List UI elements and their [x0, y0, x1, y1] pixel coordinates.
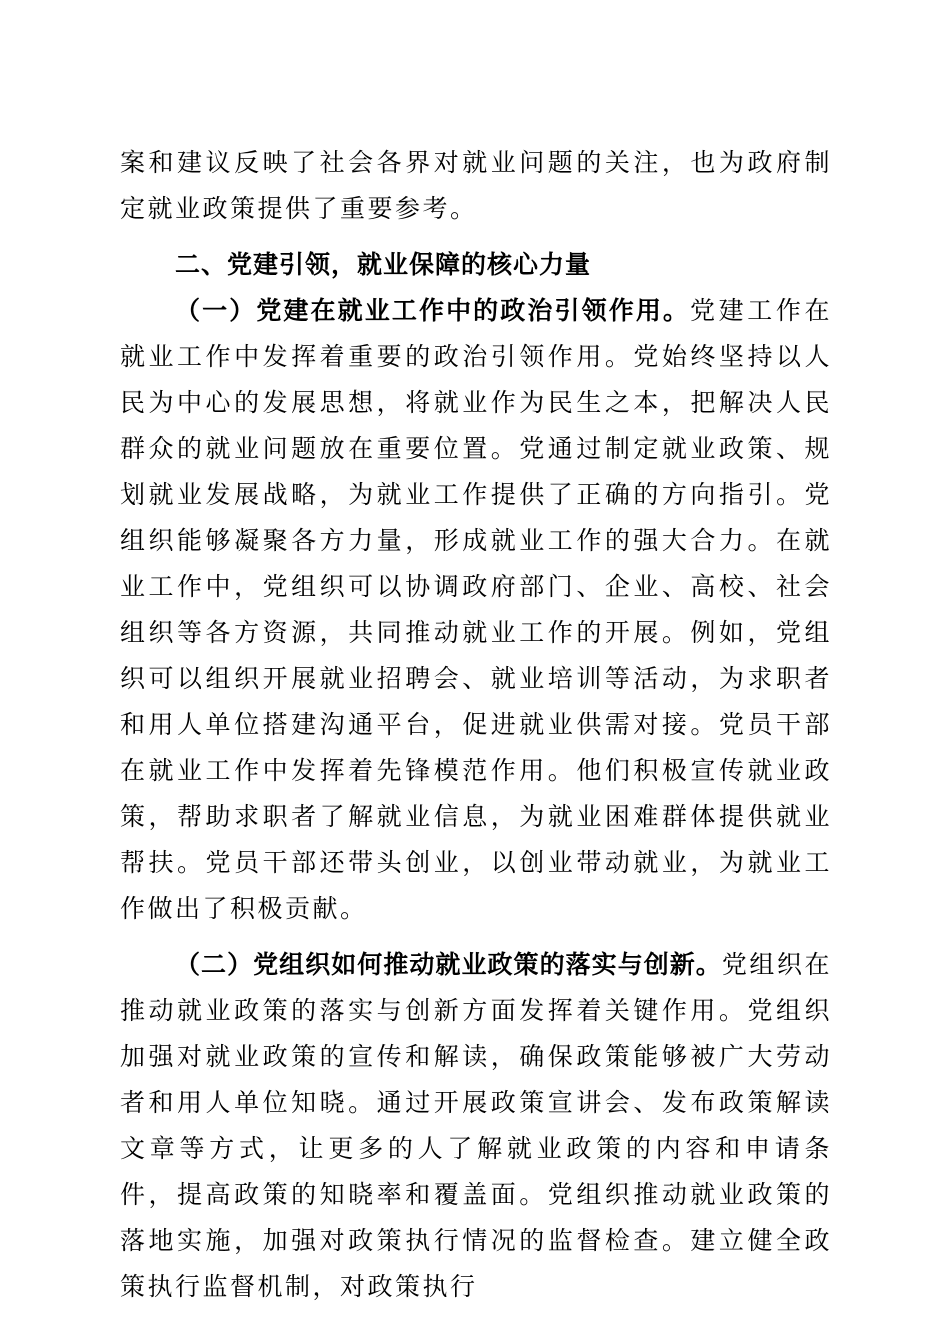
subsection-title-2: （二）党组织如何推动就业政策的落实与创新。 — [175, 950, 722, 979]
subsection-title-1: （一）党建在就业工作中的政治引领作用。 — [175, 296, 691, 325]
subsection-body-2: 党组织在推动就业政策的落实与创新方面发挥着关键作用。党组织加强对就业政策的宣传和解读，确保政策能够被广大劳动者和用人单位知晓。通过开展政策宣讲会、发布政策解读文章等方式，让更多的人了解就业政策的内容和申请条件，提高政策的知晓率和覆盖面。党组织推动就业政策的落地实施，加强对政策执行情况的监督检查。建立健全政策执行监督机制，对政策执行 — [120, 950, 832, 1301]
subsection-body-1: 党建工作在就业工作中发挥着重要的政治引领作用。党始终坚持以人民为中心的发展思想，将就业作为民生之本，把解决人民群众的就业问题放在重要位置。党通过制定就业政策、规划就业发展战略，为就业工作提供了正确的方向指引。党组织能够凝聚各方力量，形成就业工作的强大合力。在就业工作中，党组织可以协调政府部门、企业、高校、社会组织等各方资源，共同推动就业工作的开展。例如，党组织可以组织开展就业招聘会、就业培训等活动，为求职者和用人单位搭建沟通平台，促进就业供需对接。党员干部在就业工作中发挥着先锋模范作用。他们积极宣传就业政策，帮助求职者了解就业信息，为就业困难群体提供就业帮扶。党员干部还带头创业，以创业带动就业，为就业工作做出了积极贡献。 — [120, 296, 832, 923]
section-heading: 二、党建引领，就业保障的核心力量 — [175, 250, 592, 279]
subsection-paragraph-2 — [120, 942, 832, 1310]
document-body — [120, 140, 832, 1310]
intro-paragraph: 案和建议反映了社会各界对就业问题的关注，也为政府制定就业政策提供了重要参考。 — [120, 148, 832, 223]
subsection-paragraph-1 — [120, 288, 832, 932]
